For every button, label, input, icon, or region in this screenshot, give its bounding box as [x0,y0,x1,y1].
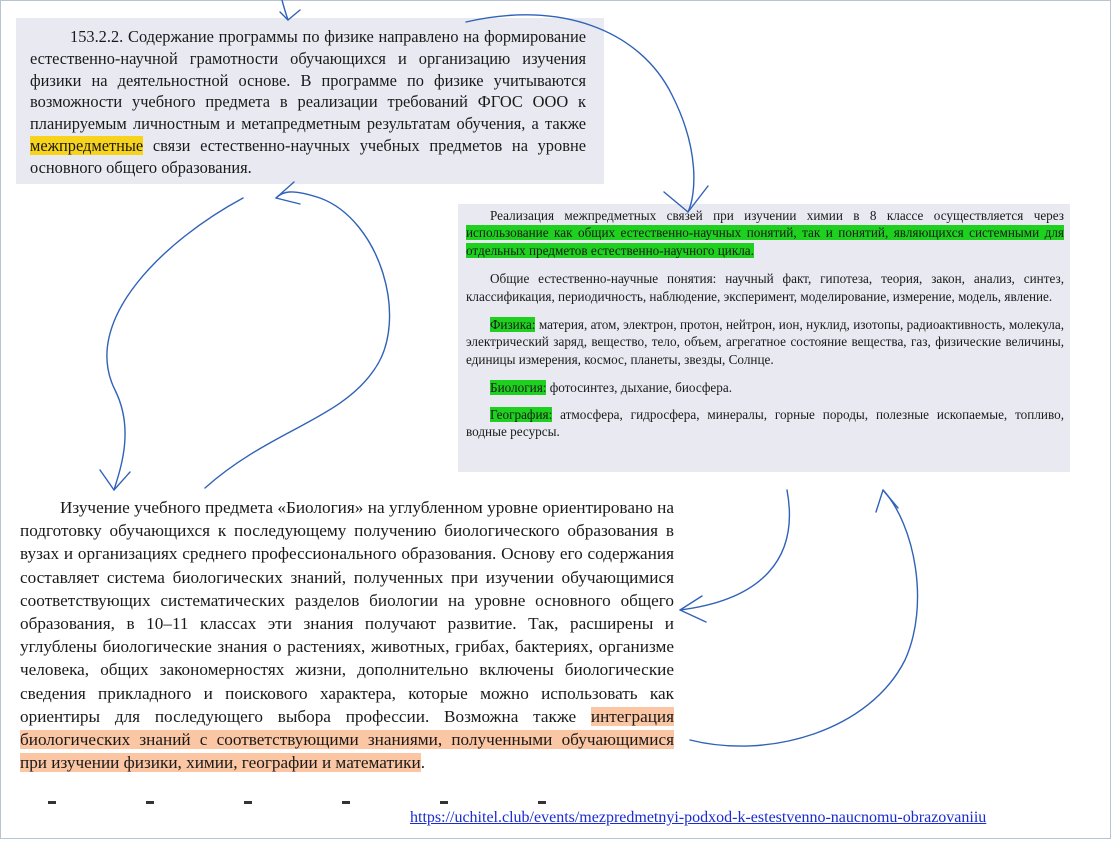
physics-label: Физика: [490,317,536,333]
source-link[interactable]: https://uchitel.club/events/mezpredmetnyi-podxod-k-estestvenno-naucnomu-obrazovaniiu [410,809,987,826]
biology-concepts-paragraph [466,379,1064,396]
general-concepts-paragraph: Общие естественно-научные понятия: научный факт, гипотеза, теория, закон, анализ, синтез, классификация, периодичность, наблюдение, эксперимент, моделирование, измерение, модель, явление. [466,271,1064,304]
physics-text-after: связи естественно-научных учебных предметов на уровне основного общего образования. [30,135,586,177]
cropped-next-line [20,791,674,805]
geography-label: География: [490,406,553,422]
physics-concepts-text: материя, атом, электрон, протон, нейтрон, ион, нуклид, изотопы, радиоактивность, молекула, электрический заряд, вещество, тело, объем, агрегатное состояние вещества, газ, физические величины, единицы измерения, космос, планеты, звезды, Солнце. [466,317,1064,367]
physics-program-paragraph [30,26,586,179]
biology-concepts-text: фотосинтез, дыхание, биосфера. [546,380,732,396]
highlight-system-concepts: использование как общих естественно-научных понятий, так и понятий, являющихся системными для отдельных предметов естественно-научного цикла. [466,225,1064,258]
biology-program-excerpt [20,496,674,774]
biology-text-before: Изучение учебного предмета «Биология» на углубленном уровне ориентировано на подготовку обучающихся к последующему получению биологического образования в вузах и организациях среднего профессионального образования. Основу его содержания составляет система биологических знаний, полученных при изучении обучающимися соответствующих систематических разделов биологии на уровне основного общего образования, в 10–11 классах эти знания получают развитие. Так, расширены и углублены биологические знания о растениях, животных, грибах, бактериях, организме человека, общих закономерностях жизни, дополнительно включены биологические сведения прикладного и поискового характера, которые можно использовать как ориентиры для последующего выбора профессии. Возможна также [20,498,674,726]
geography-concepts-paragraph [466,406,1064,441]
chemistry-intro-paragraph [466,207,1064,259]
biology-program-paragraph [20,496,674,774]
chemistry-intro-text: Реализация межпредметных связей при изучении химии в 8 классе осуществляется через [490,208,1064,223]
physics-concepts-paragraph [466,316,1064,368]
biology-label: Биология: [490,380,547,396]
highlight-interdisciplinary: межпредметные [30,135,144,155]
highlight-integration: интеграция биологических знаний с соответствующими знаниями, полученными обучающимися при изучении физики, химии, географии и математики [20,706,674,773]
physics-program-excerpt [16,18,604,184]
chemistry-program-excerpt [458,204,1070,472]
biology-text-after: . [420,753,426,773]
physics-text-before: 153.2.2. Содержание программы по физике направлено на формирование естественно-научной грамотности обучающихся и организацию изучения физики на деятельностной основе. В программе по физике учитываются возможности учебного предмета в реализации требований ФГОС ООО к планируемым личностным и метапредметным результатам обучения, а также [30,27,586,134]
geography-concepts-text: атмосфера, гидросфера, минералы, горные породы, полезные ископаемые, топливо, водные ресурсы. [466,406,1064,440]
